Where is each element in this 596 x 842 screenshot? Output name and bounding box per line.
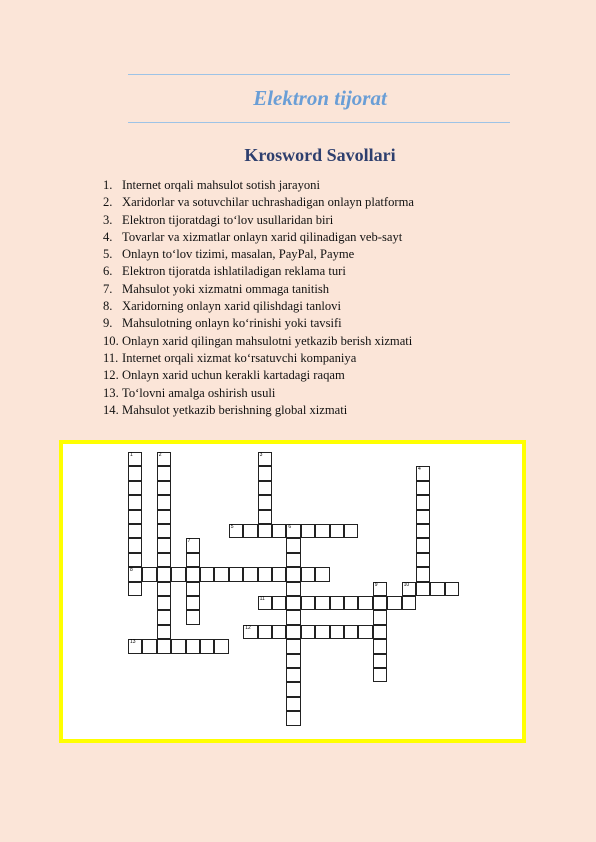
crossword-cell[interactable] <box>373 625 387 639</box>
crossword-cell[interactable] <box>128 510 142 524</box>
question-item <box>103 402 414 419</box>
question-text: Internet orqali mahsulot sotish jarayoni <box>122 178 320 192</box>
crossword-cell[interactable] <box>157 452 171 466</box>
question-item <box>103 212 414 229</box>
question-text: Mahsulot yoki xizmatni ommaga tanitish <box>122 281 330 296</box>
question-number: 5. <box>103 247 113 262</box>
question-item <box>103 177 414 194</box>
clue-number: 10 <box>403 581 410 588</box>
crossword-cell[interactable] <box>142 567 156 581</box>
clue-number: 12 <box>245 624 251 631</box>
question-item <box>103 315 414 332</box>
crossword-cell[interactable] <box>258 495 272 509</box>
crossword-cell[interactable] <box>286 610 300 624</box>
crossword-cell[interactable] <box>286 567 300 581</box>
crossword-cell[interactable] <box>200 639 214 653</box>
crossword-cell[interactable] <box>358 625 372 639</box>
crossword-cell[interactable] <box>402 582 416 596</box>
crossword-cell[interactable] <box>330 524 344 538</box>
clue-number: 9 <box>374 581 378 588</box>
crossword-cell[interactable] <box>157 524 171 538</box>
crossword-cell[interactable] <box>128 538 142 552</box>
question-number: 10. <box>103 333 119 348</box>
crossword-cell[interactable] <box>128 639 142 653</box>
crossword-cell[interactable] <box>186 553 200 567</box>
crossword-cell[interactable] <box>286 711 300 725</box>
crossword-cell[interactable] <box>157 495 171 509</box>
clue-number: 7 <box>187 538 191 545</box>
crossword-cell[interactable] <box>186 582 200 596</box>
crossword-cell[interactable] <box>373 668 387 682</box>
crossword-cell[interactable] <box>301 524 315 538</box>
crossword-cell[interactable] <box>157 538 171 552</box>
crossword-cell[interactable] <box>157 510 171 524</box>
crossword-cell[interactable] <box>272 524 286 538</box>
question-number: 14. <box>103 402 119 417</box>
question-item <box>103 385 414 402</box>
question-text: Onlayn xarid qilingan mahsulotni yetkazib berish xizmati <box>122 333 413 348</box>
question-item <box>103 229 414 246</box>
crossword-cell[interactable] <box>128 524 142 538</box>
crossword-cell[interactable] <box>157 625 171 639</box>
question-text: Onlayn to‘lov tizimi, masalan, PayPal, Payme <box>122 247 355 262</box>
crossword-cell[interactable] <box>157 639 171 653</box>
crossword-cell[interactable] <box>272 596 286 610</box>
crossword-cell[interactable] <box>186 596 200 610</box>
crossword-cell[interactable] <box>330 596 344 610</box>
crossword-cell[interactable] <box>416 495 430 509</box>
question-item <box>103 367 414 384</box>
crossword-cell[interactable] <box>171 639 185 653</box>
crossword-cell[interactable] <box>286 625 300 639</box>
question-text: Internet orqali xizmat ko‘rsatuvchi kompaniya <box>122 350 357 365</box>
crossword-cell[interactable] <box>186 639 200 653</box>
question-text: Onlayn xarid uchun kerakli kartadagi raqam <box>122 368 345 383</box>
crossword-cell[interactable] <box>258 481 272 495</box>
clue-number: 8 <box>130 567 133 574</box>
crossword-cell[interactable] <box>416 538 430 552</box>
question-number: 3. <box>103 212 113 227</box>
question-text: Elektron tijoratdagi to‘lov usullaridan biri <box>122 212 334 227</box>
crossword-cell[interactable] <box>344 596 358 610</box>
question-text: Xaridorlar va sotuvchilar uchrashadigan onlayn platforma <box>122 195 414 210</box>
crossword-cell[interactable] <box>157 567 171 581</box>
crossword-cell[interactable] <box>430 582 444 596</box>
question-text: Elektron tijoratda ishlatiladigan reklama turi <box>122 264 346 279</box>
crossword-cell[interactable] <box>358 596 372 610</box>
question-list <box>103 177 414 419</box>
crossword-cell[interactable] <box>416 481 430 495</box>
crossword-cell[interactable] <box>243 567 257 581</box>
crossword-cell[interactable] <box>286 682 300 696</box>
crossword-cell[interactable] <box>186 610 200 624</box>
question-text: Mahsulotning onlayn ko‘rinishi yoki tavsifi <box>122 316 342 331</box>
question-item <box>103 333 414 350</box>
crossword-cell[interactable] <box>128 481 142 495</box>
crossword-cell[interactable] <box>286 639 300 653</box>
clue-number: 1 <box>130 452 133 458</box>
crossword-cell[interactable] <box>128 466 142 480</box>
crossword-cell[interactable] <box>157 596 171 610</box>
crossword-cell[interactable] <box>301 567 315 581</box>
crossword-cell[interactable] <box>200 567 214 581</box>
question-number: 1. <box>103 178 113 192</box>
crossword-cell[interactable] <box>128 452 142 466</box>
crossword-cell[interactable] <box>186 538 200 552</box>
crossword-cell[interactable] <box>157 610 171 624</box>
crossword-cell[interactable] <box>286 524 300 538</box>
crossword-cell[interactable] <box>373 654 387 668</box>
crossword-cell[interactable] <box>186 567 200 581</box>
crossword-cell[interactable] <box>258 510 272 524</box>
crossword-cell[interactable] <box>315 524 329 538</box>
clue-number: 6 <box>288 524 292 530</box>
question-number: 2. <box>103 195 113 210</box>
question-text: Tovarlar va xizmatlar onlayn xarid qilinadigan veb-sayt <box>122 229 403 244</box>
crossword-grid <box>63 444 522 739</box>
crossword-cell[interactable] <box>157 466 171 480</box>
crossword-cell[interactable] <box>301 596 315 610</box>
crossword-cell[interactable] <box>416 567 430 581</box>
crossword-cell[interactable] <box>330 625 344 639</box>
page-title: Elektron tijorat <box>253 86 387 110</box>
crossword-cell[interactable] <box>258 567 272 581</box>
question-number: 13. <box>103 385 119 400</box>
crossword-cell[interactable] <box>373 639 387 653</box>
question-text: Mahsulot yetkazib berishning global xizmati <box>122 402 348 417</box>
crossword-cell[interactable] <box>272 567 286 581</box>
crossword-cell[interactable] <box>214 567 228 581</box>
question-item <box>103 298 414 315</box>
question-item <box>103 194 414 211</box>
question-number: 11. <box>103 350 119 365</box>
crossword-cell[interactable] <box>286 654 300 668</box>
crossword-board <box>59 440 526 743</box>
question-text: To‘lovni amalga oshirish usuli <box>122 385 276 400</box>
crossword-cell[interactable] <box>344 625 358 639</box>
crossword-cell[interactable] <box>258 596 272 610</box>
question-item <box>103 350 414 367</box>
crossword-cell[interactable] <box>416 510 430 524</box>
crossword-cell[interactable] <box>445 582 459 596</box>
crossword-cell[interactable] <box>214 639 228 653</box>
crossword-cell[interactable] <box>243 524 257 538</box>
crossword-cell[interactable] <box>258 625 272 639</box>
crossword-cell[interactable] <box>373 596 387 610</box>
crossword-cell[interactable] <box>416 553 430 567</box>
crossword-cell[interactable] <box>128 567 142 581</box>
crossword-cell[interactable] <box>373 582 387 596</box>
question-number: 12. <box>103 368 119 383</box>
crossword-cell[interactable] <box>402 596 416 610</box>
crossword-cell[interactable] <box>416 582 430 596</box>
title-rule-bottom <box>128 122 510 123</box>
crossword-cell[interactable] <box>301 625 315 639</box>
crossword-cell[interactable] <box>171 567 185 581</box>
crossword-cell[interactable] <box>128 553 142 567</box>
crossword-cell[interactable] <box>229 524 243 538</box>
crossword-cell[interactable] <box>142 639 156 653</box>
crossword-cell[interactable] <box>315 567 329 581</box>
question-number: 6. <box>103 264 113 279</box>
crossword-cell[interactable] <box>286 538 300 552</box>
crossword-cell[interactable] <box>272 625 286 639</box>
crossword-cell[interactable] <box>258 524 272 538</box>
crossword-cell[interactable] <box>286 582 300 596</box>
crossword-cell[interactable] <box>258 452 272 466</box>
question-item <box>103 281 414 298</box>
question-number: 4. <box>103 229 113 244</box>
crossword-cell[interactable] <box>416 466 430 480</box>
clue-number: 11 <box>259 596 265 602</box>
crossword-cell[interactable] <box>286 553 300 567</box>
clue-number: 2 <box>158 452 162 458</box>
crossword-cell[interactable] <box>286 697 300 711</box>
question-text: Xaridorning onlayn xarid qilishdagi tanlovi <box>122 299 341 314</box>
clue-number: 13 <box>130 639 136 646</box>
title-rule-top <box>128 74 510 75</box>
crossword-cell[interactable] <box>157 553 171 567</box>
crossword-cell[interactable] <box>229 567 243 581</box>
crossword-heading: Krosword Savollari <box>244 145 396 165</box>
crossword-cell[interactable] <box>373 610 387 624</box>
crossword-cell[interactable] <box>128 582 142 596</box>
question-item <box>103 263 414 280</box>
question-number: 8. <box>103 299 113 314</box>
crossword-cell[interactable] <box>387 596 401 610</box>
crossword-cell[interactable] <box>243 625 257 639</box>
question-item <box>103 246 414 263</box>
crossword-cell[interactable] <box>157 582 171 596</box>
crossword-cell[interactable] <box>286 668 300 682</box>
clue-number: 5 <box>230 524 234 530</box>
question-number: 7. <box>103 281 113 296</box>
question-number: 9. <box>103 316 113 331</box>
crossword-cell[interactable] <box>344 524 358 538</box>
crossword-cell[interactable] <box>315 596 329 610</box>
crossword-cell[interactable] <box>258 466 272 480</box>
crossword-cell[interactable] <box>128 495 142 509</box>
clue-number: 4 <box>418 466 421 473</box>
crossword-cell[interactable] <box>416 524 430 538</box>
crossword-cell[interactable] <box>286 596 300 610</box>
crossword-cell[interactable] <box>157 481 171 495</box>
crossword-cell[interactable] <box>315 625 329 639</box>
clue-number: 3 <box>259 452 263 458</box>
